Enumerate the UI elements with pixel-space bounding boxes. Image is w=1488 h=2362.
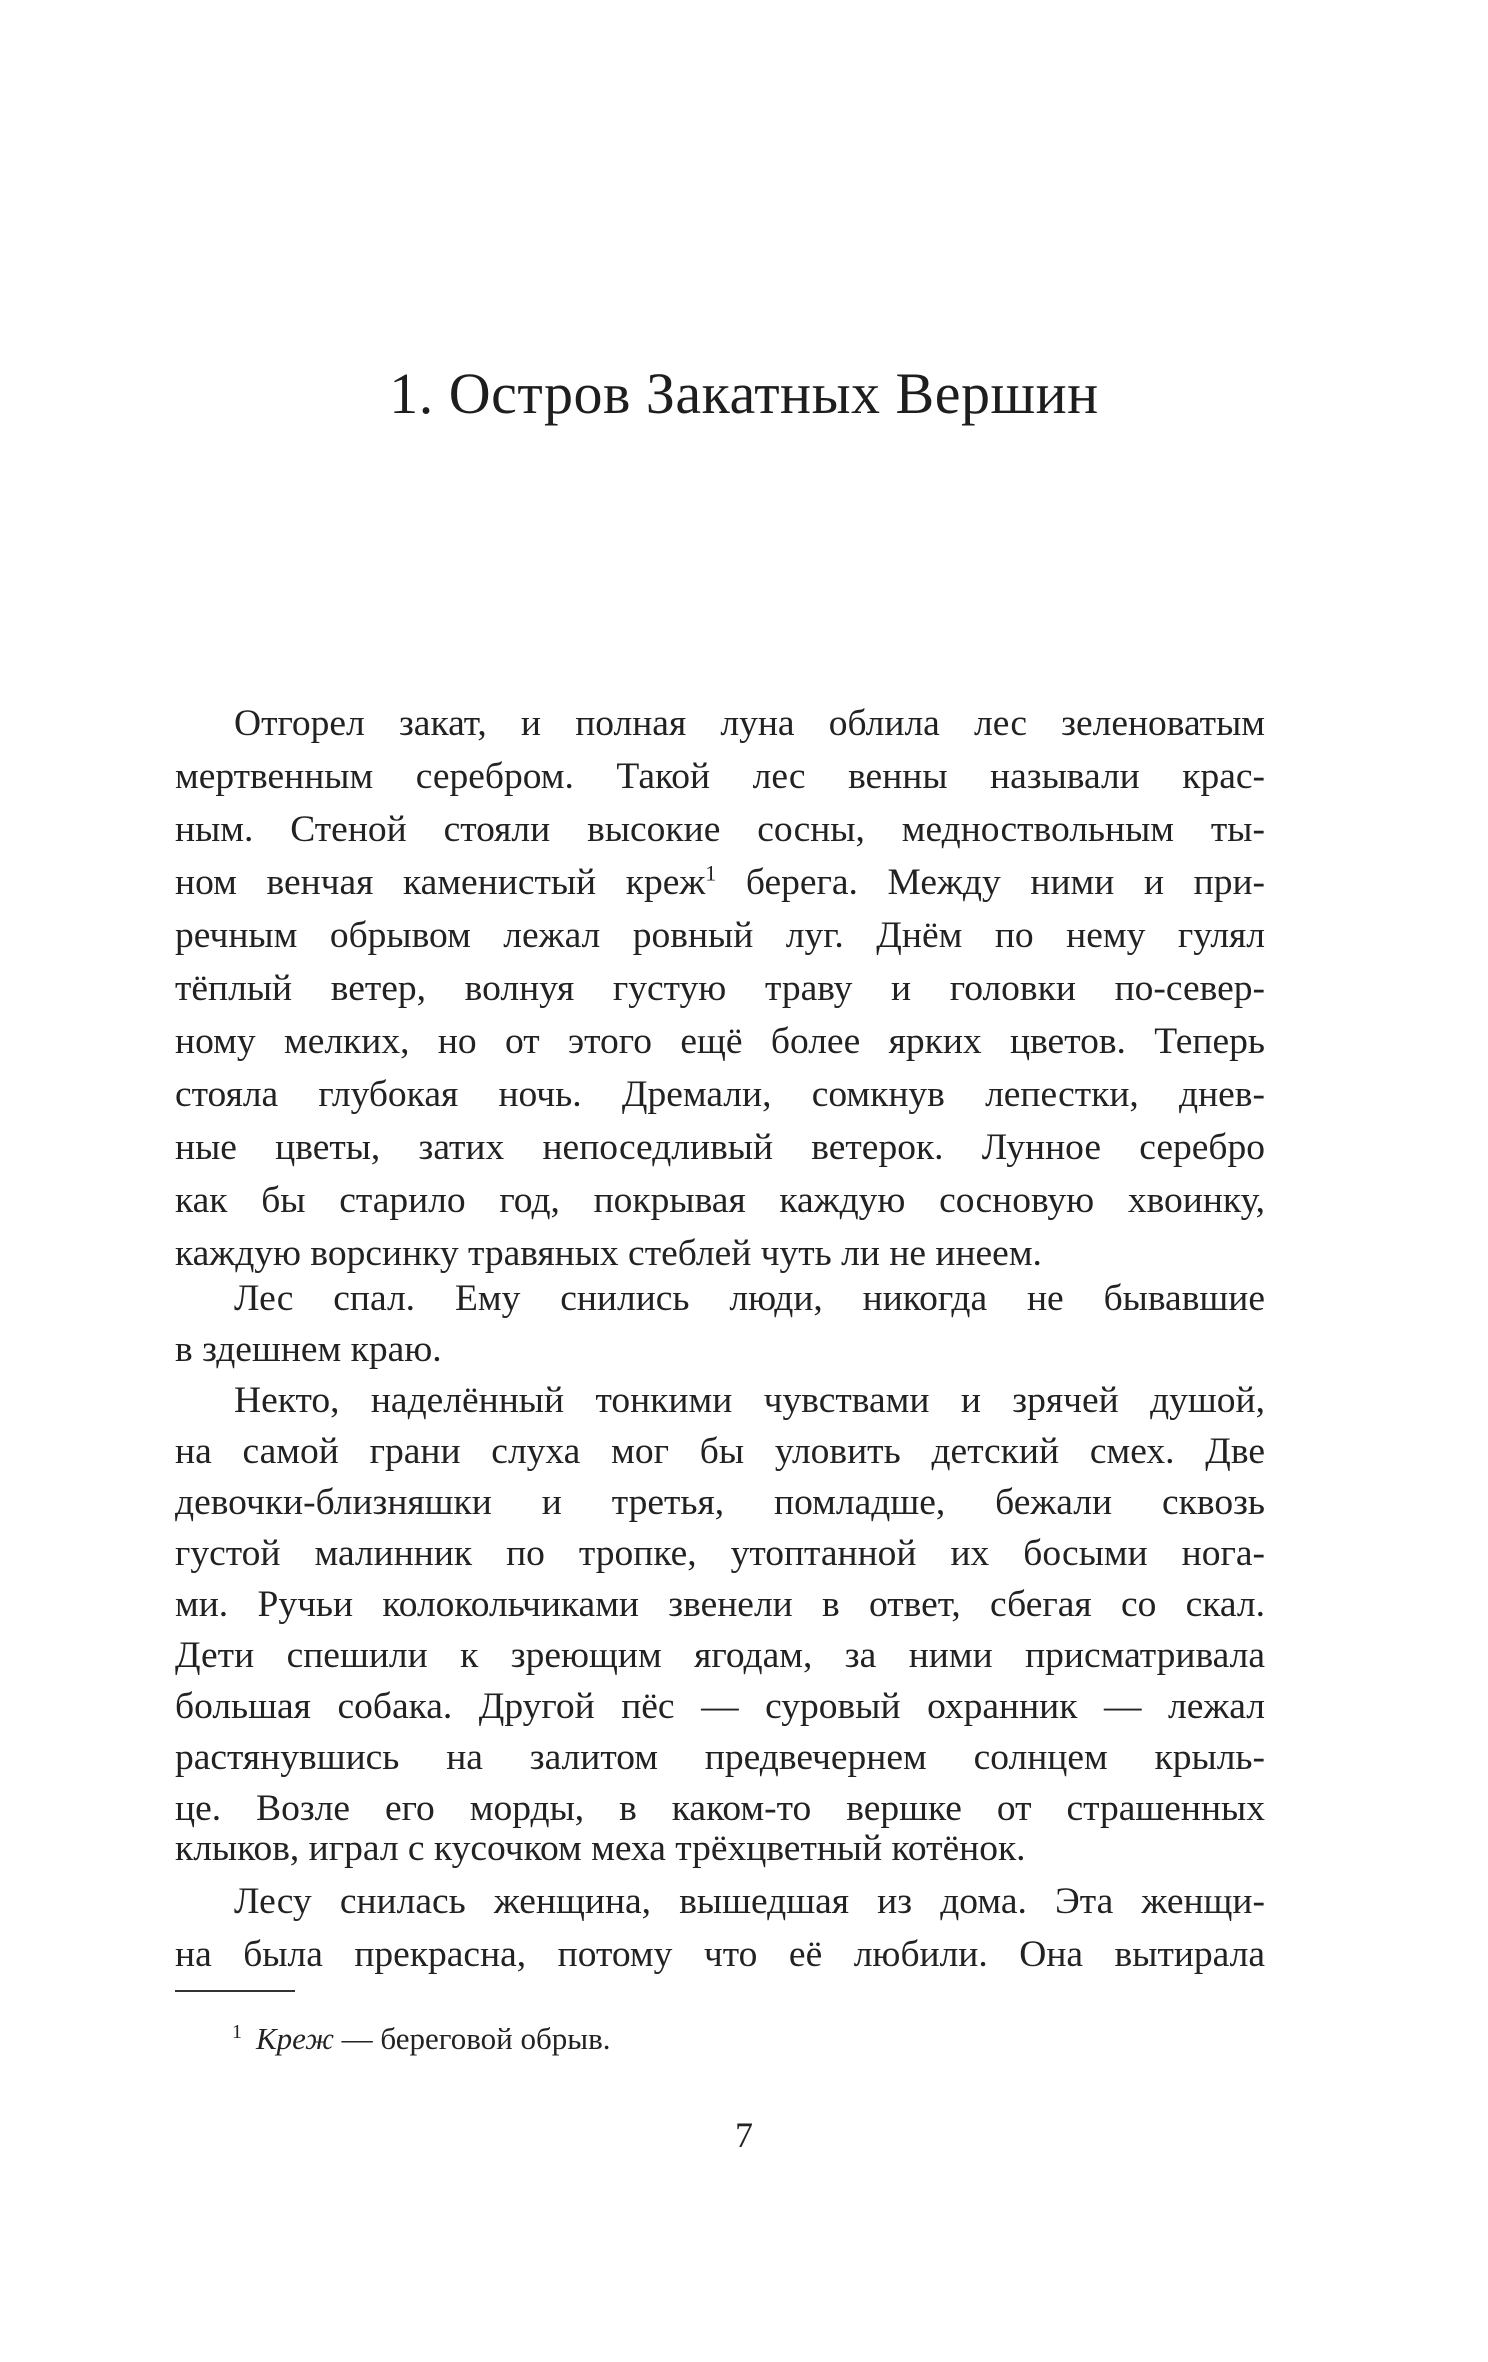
text-line: густой малинник по тропке, утоптанной их босыми нога- (175, 1533, 1265, 1574)
text-line: ным. Стеной стояли высокие сосны, медноствольным ты- (175, 809, 1265, 850)
text-line: речным обрывом лежал ровный луг. Днём по нему гулял (175, 915, 1265, 956)
text-line: Дети спешили к зреющим ягодам, за ними присматривала (175, 1635, 1265, 1676)
text-line: на была прекрасна, потому что её любили. Она вытирала (175, 1934, 1265, 1975)
text-line: на самой грани слуха мог бы уловить детский смех. Две (175, 1431, 1265, 1472)
text-line: стояла глубокая ночь. Дремали, сомкнув лепестки, днев- (175, 1074, 1265, 1115)
text-line: растянувшись на залитом предвечернем солнцем крыль- (175, 1737, 1265, 1778)
footnote-reference: 1 (705, 860, 717, 886)
page-number: 7 (735, 2115, 753, 2155)
text-line: большая собака. Другой пёс — суровый охранник — лежал (175, 1686, 1265, 1727)
text-line: девочки-близняшки и третья, помладше, бежали сквозь (175, 1482, 1265, 1523)
text-line: Отгорел закат, и полная луна облила лес зеленоватым (234, 703, 1265, 744)
text-line: Лес спал. Ему снились люди, никогда не бывавшие (234, 1278, 1265, 1319)
footnote-number: 1 (232, 2020, 242, 2043)
chapter-title: 1. Остров Закатных Вершин (389, 361, 1099, 426)
footnote (232, 2021, 611, 2057)
text-line: Некто, наделённый тонкими чувствами и зрячей душой, (234, 1380, 1265, 1421)
text-line (175, 860, 1265, 903)
text-line: ми. Ручьи колокольчиками звенели в ответ, сбегая со скал. (175, 1584, 1265, 1625)
text-line: каждую ворсинку травяных стеблей чуть ли не инеем. (175, 1233, 1042, 1274)
text-line: клыков, играл с кусочком меха трёхцветный котёнок. (175, 1828, 1026, 1869)
text-line: тёплый ветер, волнуя густую траву и головки по-север- (175, 968, 1265, 1009)
footnote-divider (175, 1990, 295, 1992)
text-segment: берега. Между ними и при- (745, 862, 1265, 903)
text-line: це. Возле его морды, в каком-то вершке от страшенных (175, 1788, 1265, 1829)
text-line: ные цветы, затих непоседливый ветерок. Лунное серебро (175, 1127, 1265, 1168)
text-line: Лесу снилась женщина, вышедшая из дома. Эта женщи- (234, 1881, 1265, 1922)
text-line: мертвенным серебром. Такой лес венны называли крас- (175, 756, 1265, 797)
text-line: в здешнем краю. (175, 1329, 442, 1370)
footnote-term: Креж (256, 2021, 334, 2056)
text-segment: ном венчая каменистый креж (175, 862, 706, 903)
footnote-definition: — береговой обрыв. (333, 2021, 611, 2056)
text-line: как бы старило год, покрывая каждую сосновую хвоинку, (175, 1180, 1265, 1221)
text-line: ному мелких, но от этого ещё более ярких цветов. Теперь (175, 1021, 1265, 1062)
